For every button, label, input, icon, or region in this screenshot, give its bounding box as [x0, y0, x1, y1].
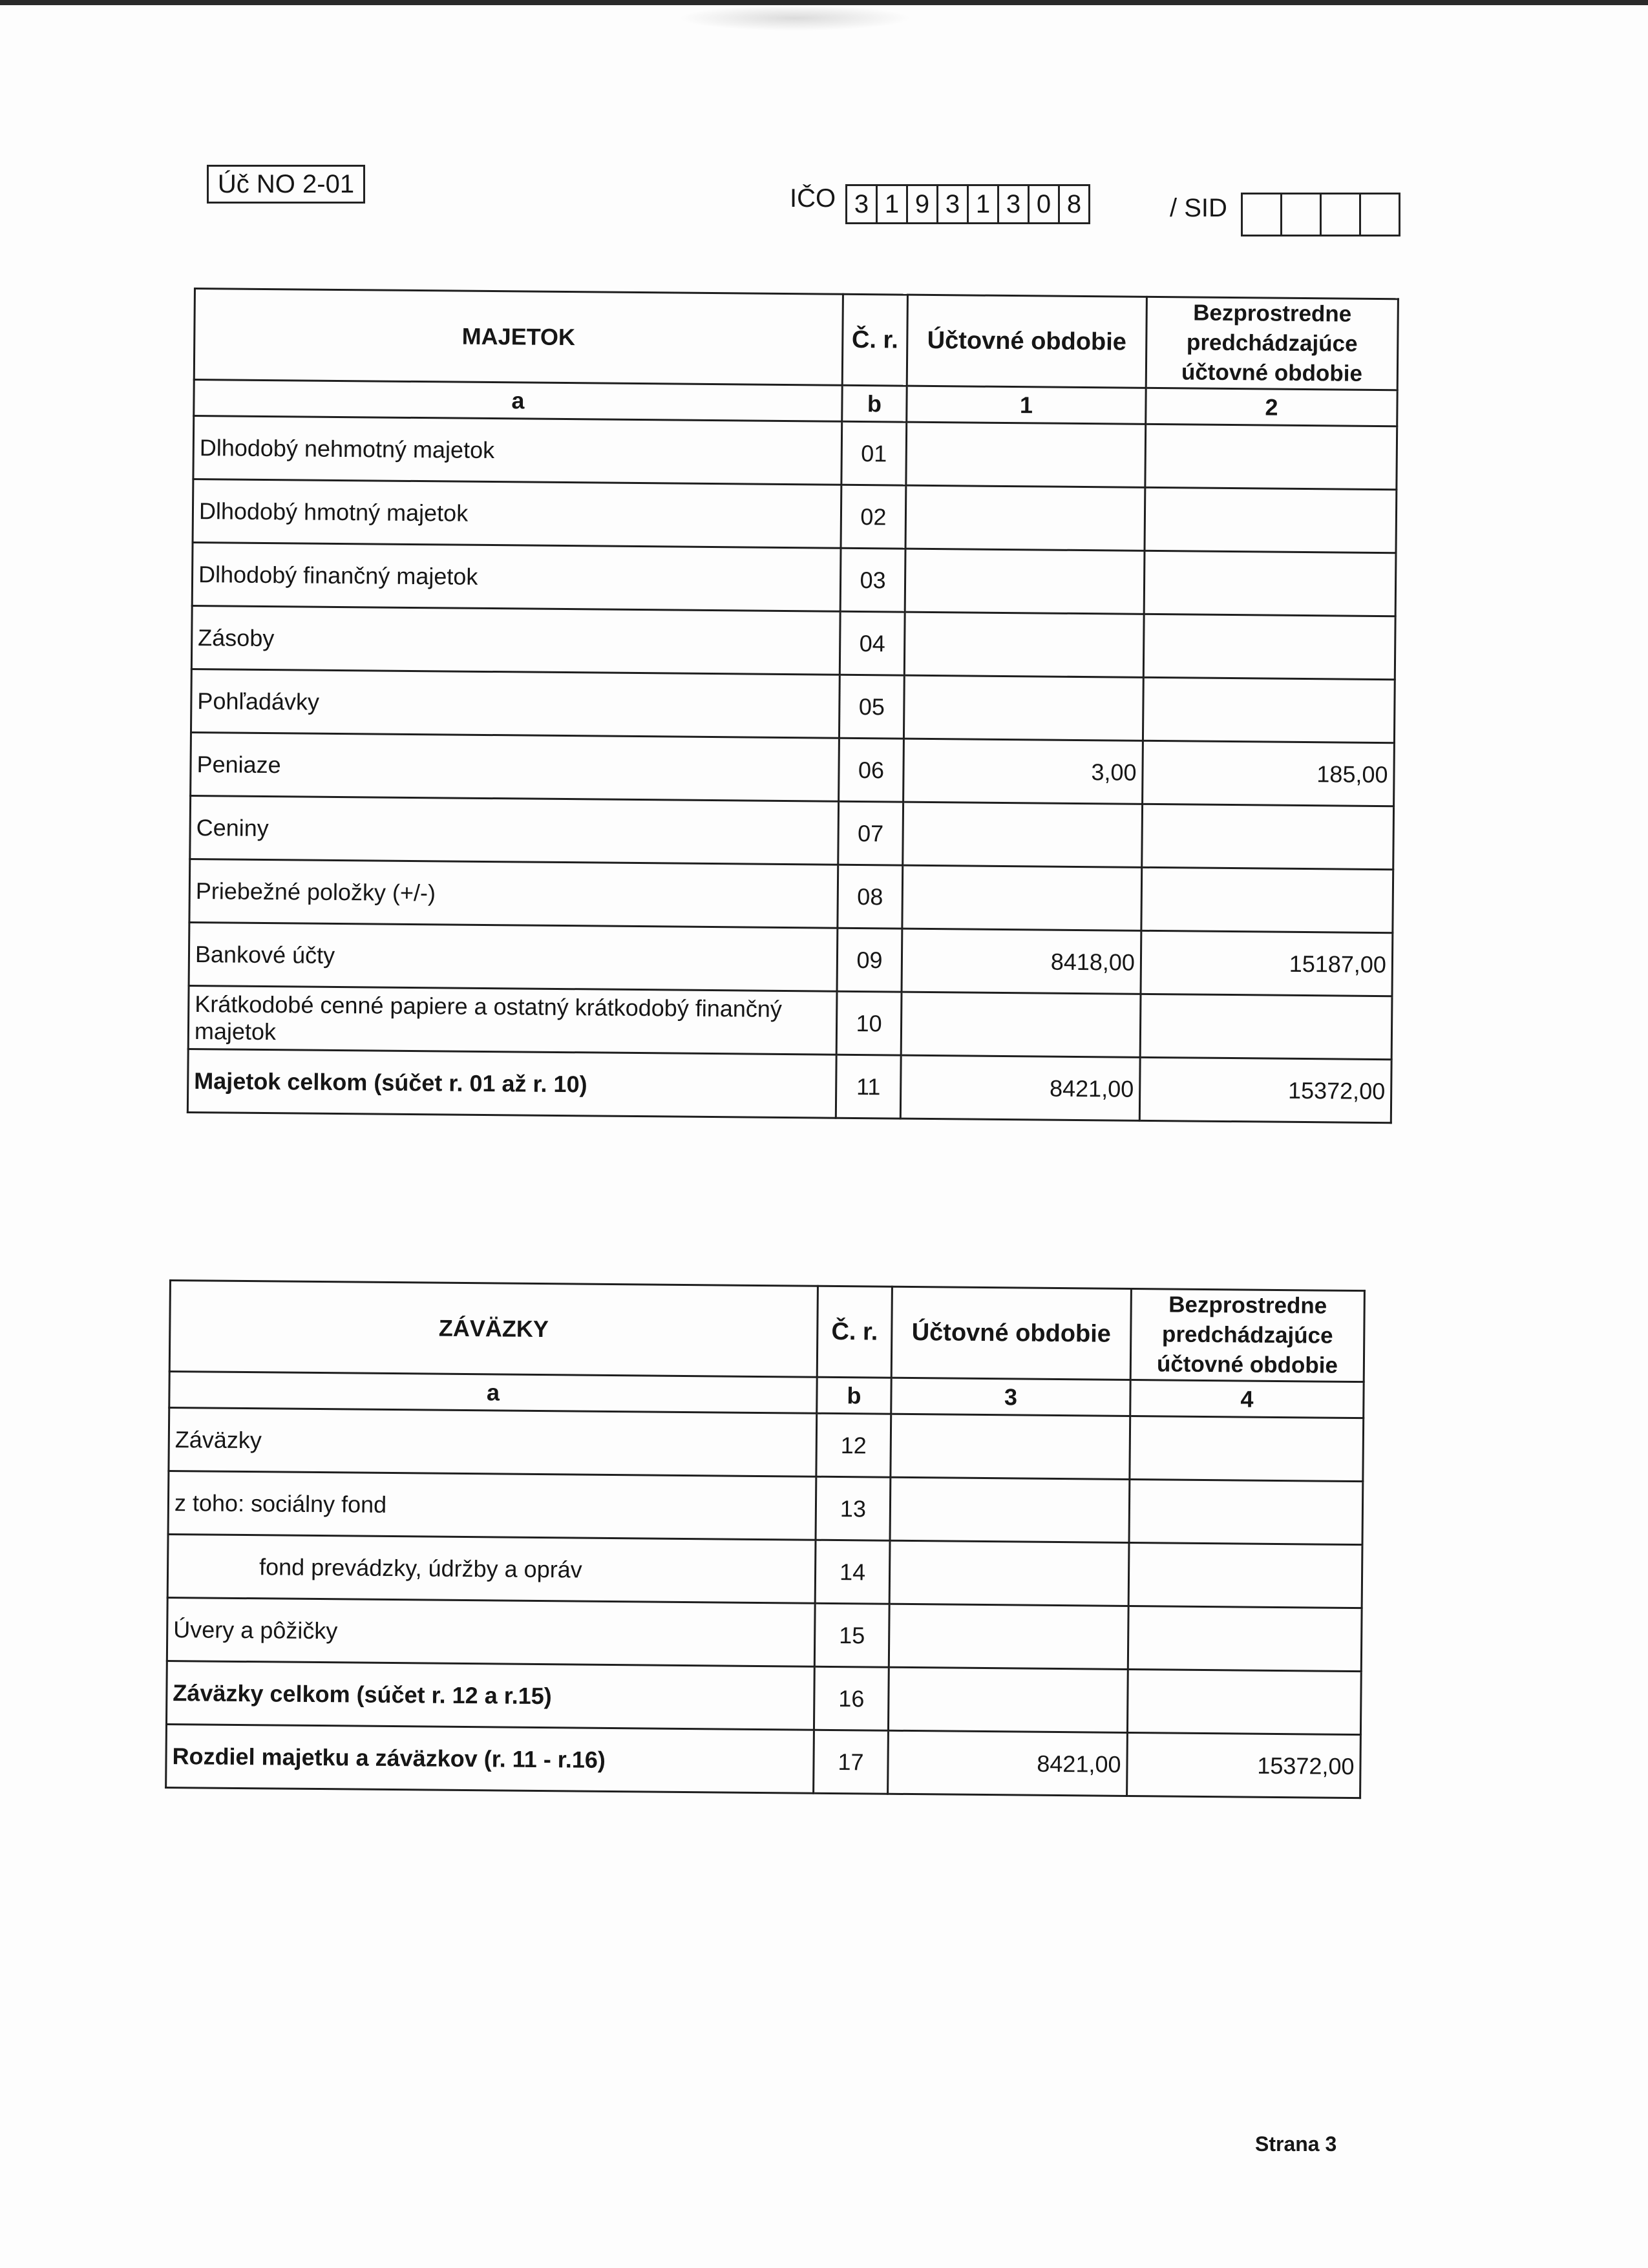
current-value: [891, 1414, 1130, 1479]
table-row: [191, 732, 1395, 806]
row-number: 05: [839, 675, 904, 739]
row-label: fond prevádzky, údržby a opráv: [167, 1534, 816, 1603]
table-row: [193, 479, 1397, 553]
ico-digit: 3: [938, 186, 969, 222]
current-value: [902, 865, 1142, 930]
current-value: 8421,00: [900, 1055, 1140, 1120]
row-label: Ceniny: [190, 795, 839, 865]
row-label: Pohľadávky: [191, 669, 840, 738]
row-number: 02: [841, 485, 906, 549]
form-code: Úč NO 2-01: [207, 165, 365, 204]
table-row: [189, 859, 1393, 932]
row-label: Dlhodobý finančný majetok: [192, 542, 841, 611]
row-label: z toho: sociálny fond: [168, 1471, 816, 1540]
sid-box: [1361, 194, 1399, 235]
period-header: Účtovné obdobie: [891, 1286, 1131, 1380]
row-label: Zásoby: [191, 605, 840, 675]
ico-digit: 3: [847, 186, 878, 222]
zavazky-title: ZÁVÄZKY: [169, 1281, 818, 1378]
previous-value: [1140, 994, 1392, 1059]
column-letter: b: [842, 385, 907, 422]
ico-digit: 8: [1066, 190, 1082, 218]
current-value: [903, 802, 1143, 867]
prev-period-header: Bezprostredne predchádzajúce účtovné obdobie: [1130, 1288, 1364, 1381]
table-row-total: [187, 1049, 1391, 1122]
row-number: 09: [837, 928, 902, 992]
row-number: 16: [814, 1666, 889, 1730]
row-number: 07: [838, 801, 903, 865]
current-value: [889, 1604, 1128, 1669]
table-row-total: [166, 1661, 1361, 1734]
previous-value: 185,00: [1143, 740, 1395, 806]
current-value: [889, 1540, 1129, 1606]
previous-value: [1144, 551, 1396, 616]
table-row: [188, 985, 1392, 1059]
table-row: [191, 669, 1395, 742]
previous-value: [1129, 1479, 1363, 1544]
row-number: 06: [839, 738, 904, 802]
previous-value: 15372,00: [1139, 1057, 1391, 1122]
majetok-title: MAJETOK: [194, 289, 843, 386]
column-letter: a: [194, 380, 842, 422]
previous-value: [1143, 614, 1395, 679]
table-row: [167, 1597, 1362, 1671]
scan-top-edge: [0, 0, 1648, 5]
current-value: [890, 1477, 1130, 1542]
row-number: 10: [836, 991, 902, 1055]
table-row-difference: [166, 1724, 1361, 1798]
ico-digit: 9: [908, 186, 938, 222]
row-number: 03: [840, 548, 905, 612]
column-letter: 2: [1146, 388, 1397, 426]
period-header: Účtovné obdobie: [907, 295, 1146, 388]
ico-digit: 1: [878, 186, 908, 222]
row-label: Dlhodobý nehmotný majetok: [193, 416, 842, 485]
column-letter: b: [817, 1377, 891, 1414]
column-letter: 4: [1130, 1380, 1364, 1418]
sid-box: [1322, 194, 1361, 235]
previous-value: 15372,00: [1127, 1732, 1361, 1798]
row-label: Úvery a pôžičky: [167, 1597, 815, 1666]
scan-smudge: [679, 5, 911, 31]
current-value: [901, 992, 1141, 1057]
page-number: Strana 3: [1255, 2132, 1337, 2156]
cr-header: Č. r.: [842, 294, 907, 386]
row-label: Bankové účty: [189, 922, 838, 991]
row-number: 08: [838, 865, 903, 929]
row-number: 17: [814, 1730, 889, 1794]
table-row: [192, 542, 1396, 616]
row-number: 13: [816, 1476, 891, 1540]
row-number: 15: [814, 1603, 889, 1667]
ico-digit: 0: [1030, 186, 1060, 222]
table-row: [168, 1471, 1363, 1545]
row-number: 04: [840, 611, 905, 675]
table-row: [167, 1534, 1362, 1608]
row-label: Dlhodobý hmotný majetok: [193, 479, 841, 549]
sid-label: / SID: [1170, 194, 1227, 222]
row-label: Záväzky: [169, 1408, 817, 1477]
row-number: 01: [841, 421, 907, 485]
table-row: [191, 605, 1395, 679]
sid-box: [1282, 194, 1322, 235]
ico-digit-boxes: [845, 184, 1090, 224]
ico-digit: 3: [999, 186, 1030, 222]
row-number: 14: [815, 1540, 890, 1604]
row-label: Majetok celkom (súčet r. 01 až r. 10): [187, 1049, 836, 1118]
row-label: Priebežné položky (+/-): [189, 859, 838, 928]
current-value: [888, 1667, 1128, 1732]
current-value: [903, 675, 1143, 740]
row-label: Rozdiel majetku a záväzkov (r. 11 - r.16): [166, 1724, 814, 1793]
previous-value: [1127, 1669, 1361, 1734]
sid-boxes: [1241, 193, 1400, 236]
row-label: Krátkodobé cenné papiere a ostatný krátkodobý finančný majetok: [188, 985, 837, 1055]
current-value: 8421,00: [888, 1730, 1128, 1796]
majetok-table: [187, 288, 1399, 1124]
column-letter: 1: [907, 386, 1146, 424]
previous-value: [1143, 677, 1395, 742]
zavazky-table: [165, 1279, 1366, 1799]
ico-label: IČO: [790, 184, 836, 213]
row-number: 11: [836, 1055, 901, 1118]
previous-value: [1142, 804, 1394, 869]
table-row: [190, 795, 1394, 869]
previous-value: [1141, 867, 1393, 932]
current-value: [905, 485, 1145, 551]
column-letter: a: [169, 1372, 817, 1414]
ico-digit: 1: [969, 186, 999, 222]
previous-value: [1145, 424, 1397, 489]
current-value: [905, 549, 1145, 614]
previous-value: [1130, 1416, 1364, 1481]
cr-header: Č. r.: [817, 1286, 892, 1378]
table-row: [169, 1408, 1364, 1482]
current-value: [904, 612, 1144, 677]
current-value: [906, 422, 1146, 487]
previous-value: 15187,00: [1141, 930, 1393, 996]
current-value: 3,00: [903, 739, 1143, 804]
row-label: Záväzky celkom (súčet r. 12 a r.15): [166, 1661, 814, 1730]
previous-value: [1145, 487, 1397, 552]
previous-value: [1128, 1606, 1362, 1671]
sid-box: [1243, 194, 1282, 235]
row-number: 12: [816, 1413, 891, 1477]
row-label: Peniaze: [191, 732, 840, 801]
prev-period-header: Bezprostredne predchádzajúce účtovné obdobie: [1146, 297, 1398, 390]
table-row: [189, 922, 1393, 996]
table-row: [193, 416, 1397, 490]
column-letter: 3: [891, 1378, 1130, 1416]
previous-value: [1128, 1542, 1362, 1608]
current-value: 8418,00: [902, 929, 1141, 994]
